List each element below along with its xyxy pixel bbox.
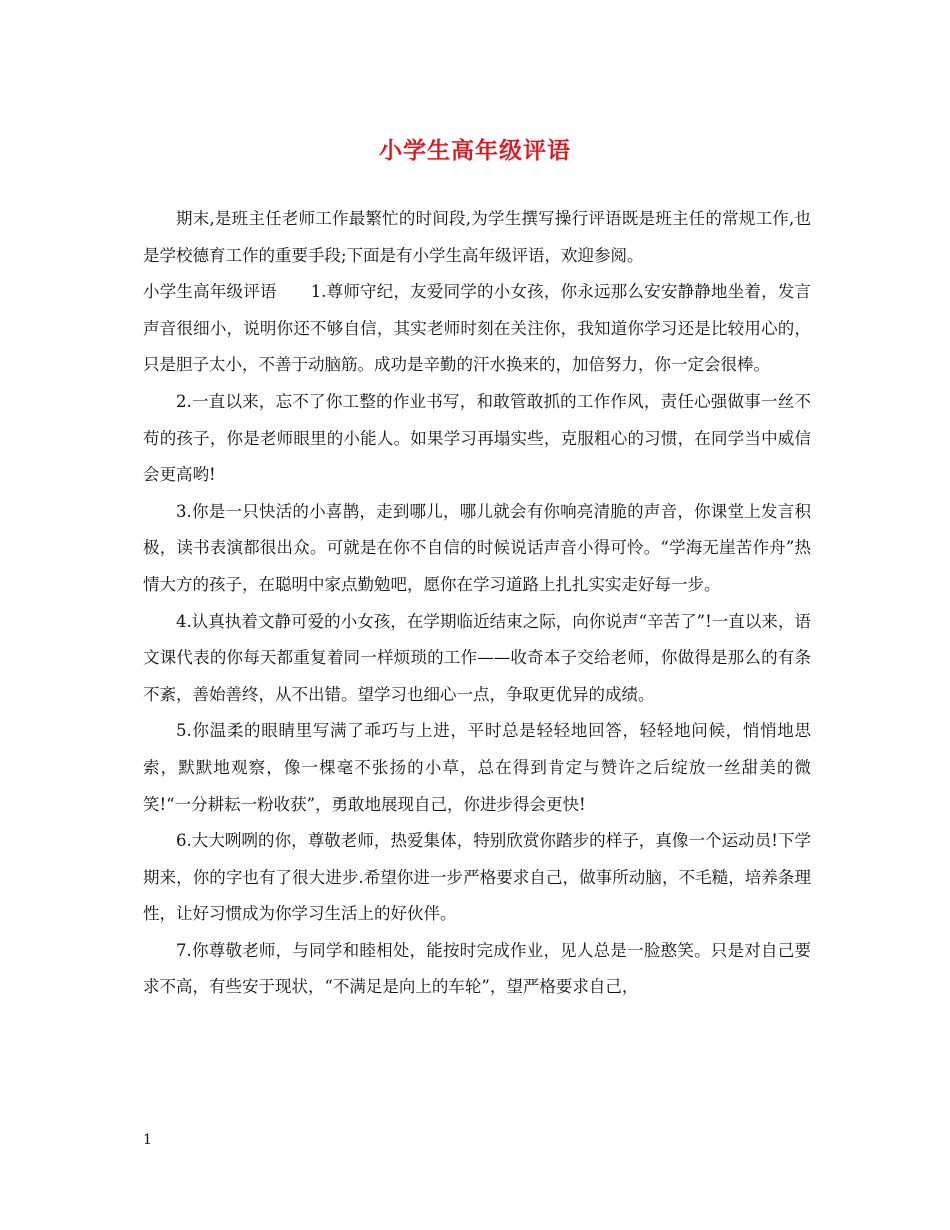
comment-item-5: 5.你温柔的眼睛里写满了乖巧与上进，平时总是轻轻地回答，轻轻地问候，悄悄地思索，默默地观察，像一棵毫不张扬的小草，总在得到肯定与赞许之后绽放一丝甜美的微笑!“一分耕耘一粉收获”，勇敢地展现自己，你进步得会更快! [143,721,811,814]
comment-item-2: 2.一直以来，忘不了你工整的作业书写，和敢管敢抓的工作作风，责任心强做事一丝不苟的孩子，你是老师眼里的小能人。如果学习再塌实些，克服粗心的习惯，在同学当中威信会更高哟! [143,391,811,485]
comment-item-3: 3.你是一只快活的小喜鹊，走到哪儿，哪儿就会有你响亮清脆的声音，你课堂上发言积极，读书表演都很出众。可就是在你不自信的时候说话声音小得可怜。“学海无崖苦作舟”热情大方的孩子，在聪明中家点勤勉吧，愿你在学习道路上扎扎实实走好每一步。 [143,501,811,594]
intro-paragraph: 期末,是班主任老师工作最繁忙的时间段,为学生撰写操行评语既是班主任的常规工作,也是学校德育工作的重要手段;下面是有小学生高年级评语，欢迎参阅。 [143,209,811,265]
document-title: 小学生高年级评语 [379,137,571,164]
comment-item-7: 7.你尊敬老师，与同学和睦相处，能按时完成作业，见人总是一脸憨笑。只是对自己要求不高，有些安于现状，“不满足是向上的车轮”，望严格要求自己， [143,940,811,997]
document-body [143,201,811,1006]
comment-item-6: 6.大大咧咧的你，尊敬老师，热爱集体，特别欣赏你踏步的样子，真像一个运动员!下学期来，你的字也有了很大进步.希望你进一步严格要求自己，做事所动脑，不毛糙，培养条理性，让好习惯成为你学习生活上的好伙伴。 [143,831,811,924]
page-number: 1 [143,1132,152,1148]
section-heading: 小学生高年级评语 [143,282,277,302]
section-paragraph [143,274,811,384]
comment-item-4: 4.认真执着文静可爱的小女孩，在学期临近结束之际，向你说声“辛苦了”!一直以来，语文课代表的你每天都重复着同一样烦琐的工作——收奇本子交给老师，你做得是那么的有条不紊，善始善终，从不出错。望学习也细心一点，争取更优异的成绩。 [143,611,811,704]
comment-item-1: 1.尊师守纪，友爱同学的小女孩，你永远那么安安静静地坐着，发言声音很细小，说明你还不够自信，其实老师时刻在关注你，我知道你学习还是比较用心的，只是胆子太小，不善于动脑筋。成功是辛勤的汗水换来的，加倍努力，你一定会很棒。 [143,282,812,375]
